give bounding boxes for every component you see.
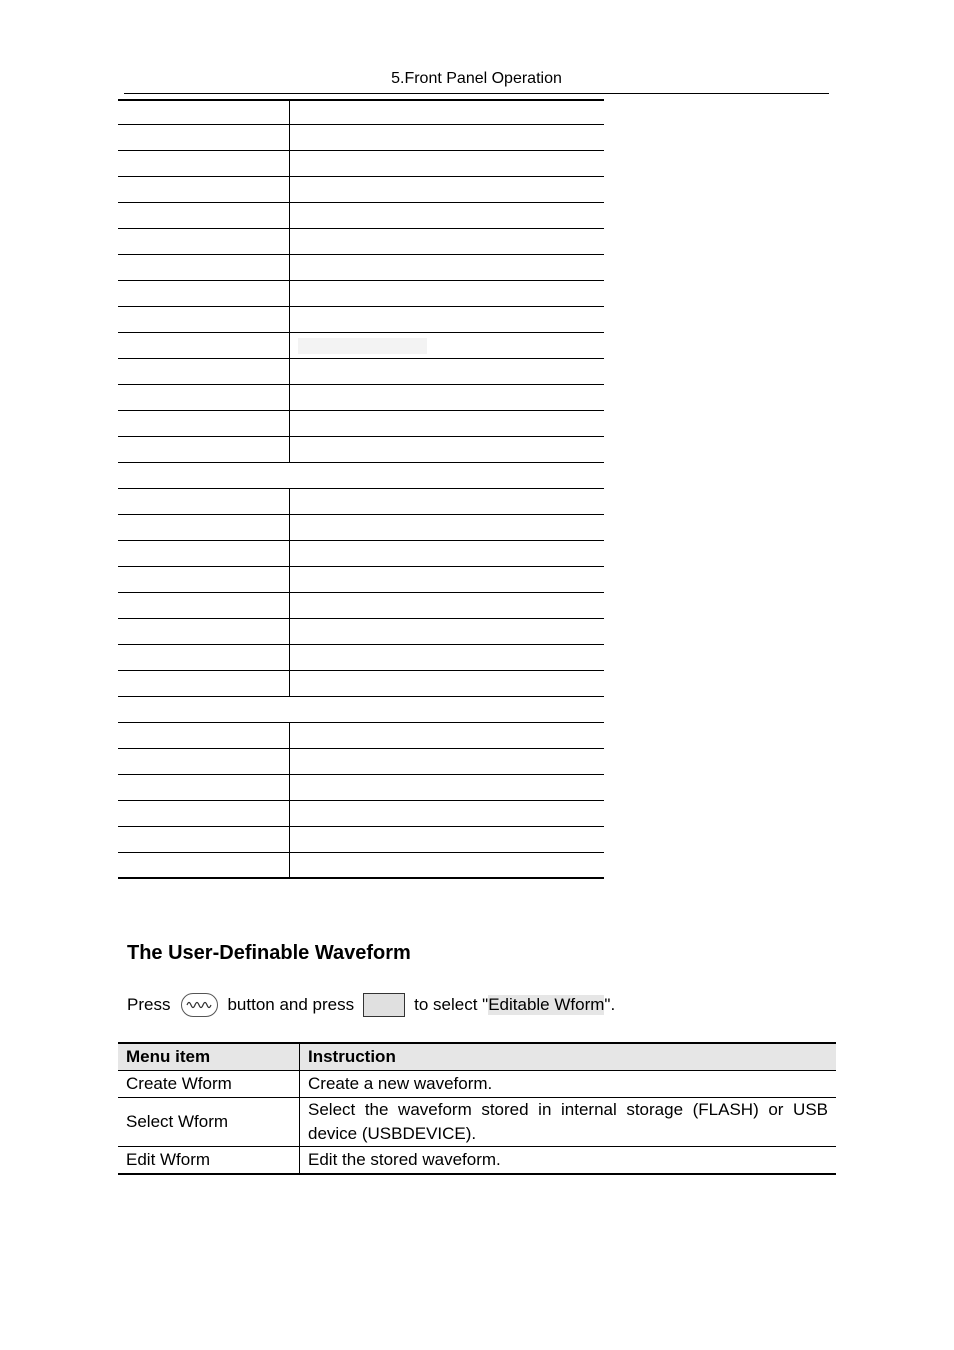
table-row xyxy=(118,463,604,489)
table-row xyxy=(118,749,604,775)
instruction-cell: Select the waveform stored in internal storage (FLASH) or USB device (USBDEVICE). xyxy=(300,1098,837,1147)
table-row xyxy=(118,1147,836,1175)
menu-item-cell: Edit Wform xyxy=(118,1147,300,1175)
menu-table xyxy=(118,1042,836,1175)
column-divider xyxy=(289,229,290,254)
table-row xyxy=(118,99,604,125)
column-divider xyxy=(289,593,290,618)
table-row xyxy=(118,515,604,541)
table-row xyxy=(118,177,604,203)
column-divider xyxy=(289,853,290,877)
column-divider xyxy=(289,411,290,436)
table-row xyxy=(118,723,604,749)
menu-table-header-row xyxy=(118,1043,836,1071)
column-divider xyxy=(289,177,290,202)
column-divider xyxy=(289,489,290,514)
column-divider xyxy=(289,333,290,358)
column-divider xyxy=(289,203,290,228)
column-divider xyxy=(289,671,290,696)
empty-parameter-table xyxy=(118,99,604,879)
column-divider xyxy=(289,567,290,592)
blank-cell-shading xyxy=(298,338,427,354)
button-and-press-text: button and press xyxy=(227,995,355,1014)
table-row xyxy=(118,697,604,723)
column-divider xyxy=(289,437,290,462)
table-row xyxy=(118,1071,836,1098)
column-divider xyxy=(289,749,290,774)
column-divider xyxy=(289,645,290,670)
table-row xyxy=(118,801,604,827)
table-row xyxy=(118,671,604,697)
table-row xyxy=(118,489,604,515)
column-divider xyxy=(289,541,290,566)
column-divider xyxy=(289,255,290,280)
to-select-text: to select " xyxy=(414,995,489,1014)
column-divider xyxy=(289,151,290,176)
table-row xyxy=(118,125,604,151)
instruction-cell: Create a new waveform. xyxy=(300,1071,837,1098)
column-divider xyxy=(289,359,290,384)
header-instruction: Instruction xyxy=(300,1043,837,1071)
column-divider xyxy=(289,801,290,826)
instruction-cell: Edit the stored waveform. xyxy=(300,1147,837,1175)
table-row xyxy=(118,853,604,879)
header-menu-item: Menu item xyxy=(118,1043,300,1071)
table-row xyxy=(118,827,604,853)
menu-item-cell: Select Wform xyxy=(118,1098,300,1147)
column-divider xyxy=(289,101,290,124)
end-quote-text: ". xyxy=(604,995,616,1014)
table-row xyxy=(118,203,604,229)
table-row xyxy=(118,333,604,359)
column-divider xyxy=(289,385,290,410)
table-row xyxy=(118,619,604,645)
column-divider xyxy=(289,775,290,800)
waveform-button-icon xyxy=(181,993,218,1017)
column-divider xyxy=(289,723,290,748)
table-row xyxy=(118,567,604,593)
table-row xyxy=(118,775,604,801)
table-row xyxy=(118,1098,836,1147)
column-divider xyxy=(289,827,290,852)
table-row xyxy=(118,307,604,333)
table-row xyxy=(118,437,604,463)
column-divider xyxy=(289,281,290,306)
table-row xyxy=(118,359,604,385)
column-divider xyxy=(289,515,290,540)
table-row xyxy=(118,593,604,619)
instruction-line xyxy=(127,990,615,1020)
table-row xyxy=(118,281,604,307)
header-title: 5.Front Panel Operation xyxy=(391,70,562,87)
press-text: Press xyxy=(127,995,171,1014)
table-row xyxy=(118,541,604,567)
soft-key-icon xyxy=(363,993,405,1017)
column-divider xyxy=(289,307,290,332)
table-row xyxy=(118,151,604,177)
column-divider xyxy=(289,125,290,150)
table-row xyxy=(118,255,604,281)
table-row xyxy=(118,229,604,255)
section-title: The User-Definable Waveform xyxy=(127,942,411,964)
menu-item-cell: Create Wform xyxy=(118,1071,300,1098)
table-row xyxy=(118,645,604,671)
editable-wform-option: Editable Wform xyxy=(488,995,605,1014)
table-row xyxy=(118,385,604,411)
table-row xyxy=(118,411,604,437)
page-header xyxy=(124,68,829,94)
column-divider xyxy=(289,619,290,644)
